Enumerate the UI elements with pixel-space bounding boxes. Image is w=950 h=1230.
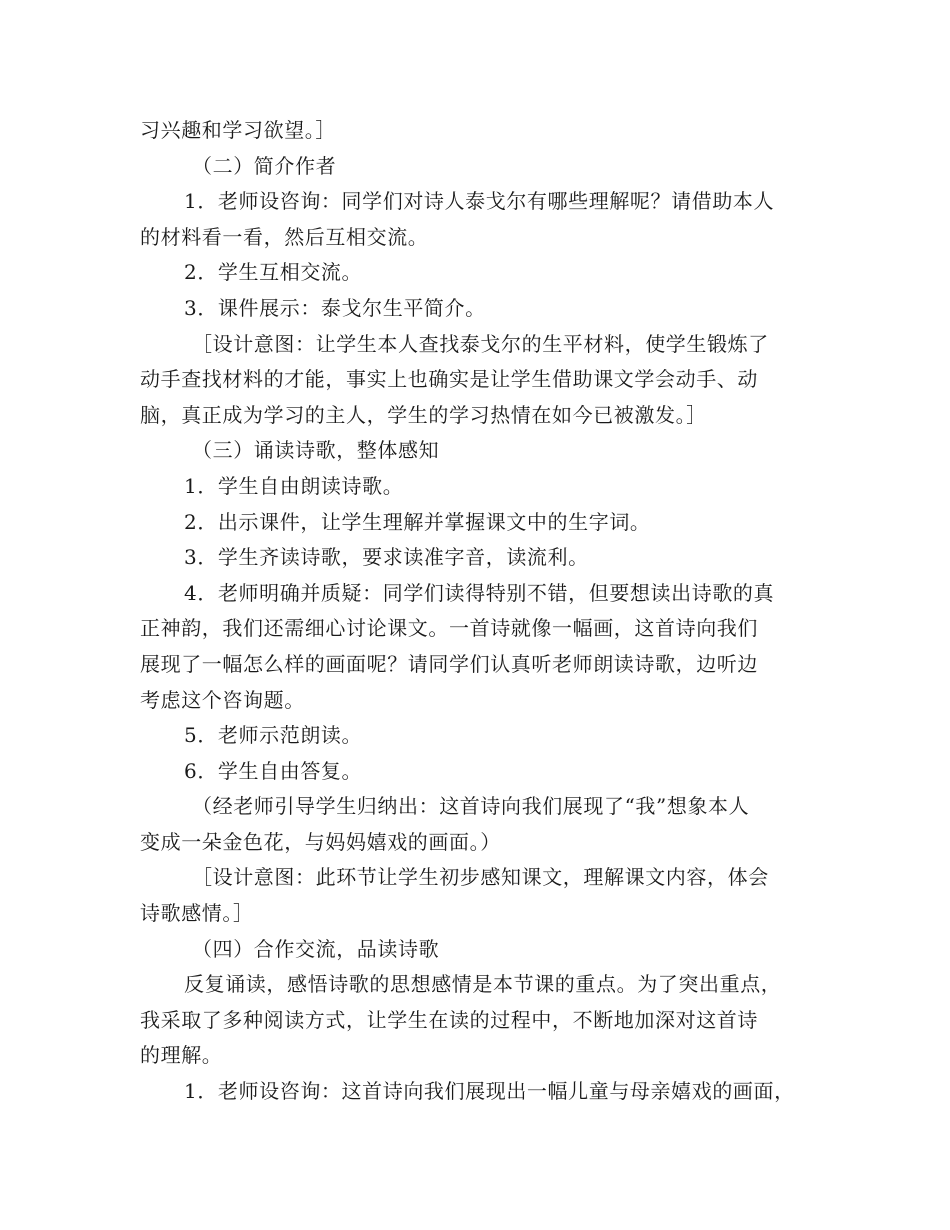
document-body [140,113,824,1110]
text-line: 习兴趣和学习欲望。］ [140,118,336,142]
text-line: 展现了一幅怎么样的画面呢？请同学们认真听老师朗读诗歌，边听边 [140,651,758,676]
text-line: 1．老师设咨询：这首诗向我们展现出一幅儿童与母亲嬉戏的画面， [184,1079,795,1104]
text-line: 1．学生自由朗读诗歌。 [184,473,404,498]
text-line: 反复诵读，感悟诗歌的思想感情是本节课的重点。为了突出重点， [184,972,782,997]
text-line: 6．学生自由答复。 [184,758,363,783]
text-line: 变成一朵金色花，与妈妈嬉戏的画面。） [140,829,501,854]
text-line: 2．出示课件，让学生理解并掌握课文中的生字词。 [184,509,651,534]
section-heading: （三）诵读诗歌，整体感知 [192,438,440,463]
text-line: 3．学生齐读诗歌，要求读准字音，读流利。 [184,545,589,570]
design-intent-line: ［设计意图：让学生本人查找泰戈尔的生平材料，使学生锻炼了 [192,331,769,356]
text-line: 3．课件展示：泰戈尔生平简介。 [184,295,486,320]
text-line: 正神韵，我们还需细心讨论课文。一首诗就像一幅画，这首诗向我们 [140,616,758,641]
text-line: 动手查找材料的才能，事实上也确实是让学生借助课文学会动手、动 [140,367,758,392]
text-line: （经老师引导学生归纳出：这首诗向我们展现了“我”想象本人 [192,794,750,819]
text-line: 脑，真正成为学习的主人，学生的学习热情在如今已被激发。］ [140,402,707,427]
text-line: 1．老师设咨询：同学们对诗人泰戈尔有哪些理解呢？请借助本人 [184,189,775,214]
section-heading: （二）简介作者 [192,153,337,178]
text-line: 5．老师示范朗读。 [184,723,363,748]
text-line: 我采取了多种阅读方式，让学生在读的过程中，不断地加深对这首诗 [140,1007,758,1032]
design-intent-line: ［设计意图：此环节让学生初步感知课文，理解课文内容，体会 [192,865,769,890]
text-line: 诗歌感情。］ [140,901,254,926]
section-heading: （四）合作交流，品读诗歌 [192,936,440,961]
text-line: 4．老师明确并质疑：同学们读得特别不错，但要想读出诗歌的真 [184,580,775,605]
text-line: 2．学生互相交流。 [184,260,363,285]
text-line: 的材料看一看，然后互相交流。 [140,224,429,249]
text-line: 的理解。 [140,1043,223,1068]
text-line: 考虑这个咨询题。 [140,687,305,712]
